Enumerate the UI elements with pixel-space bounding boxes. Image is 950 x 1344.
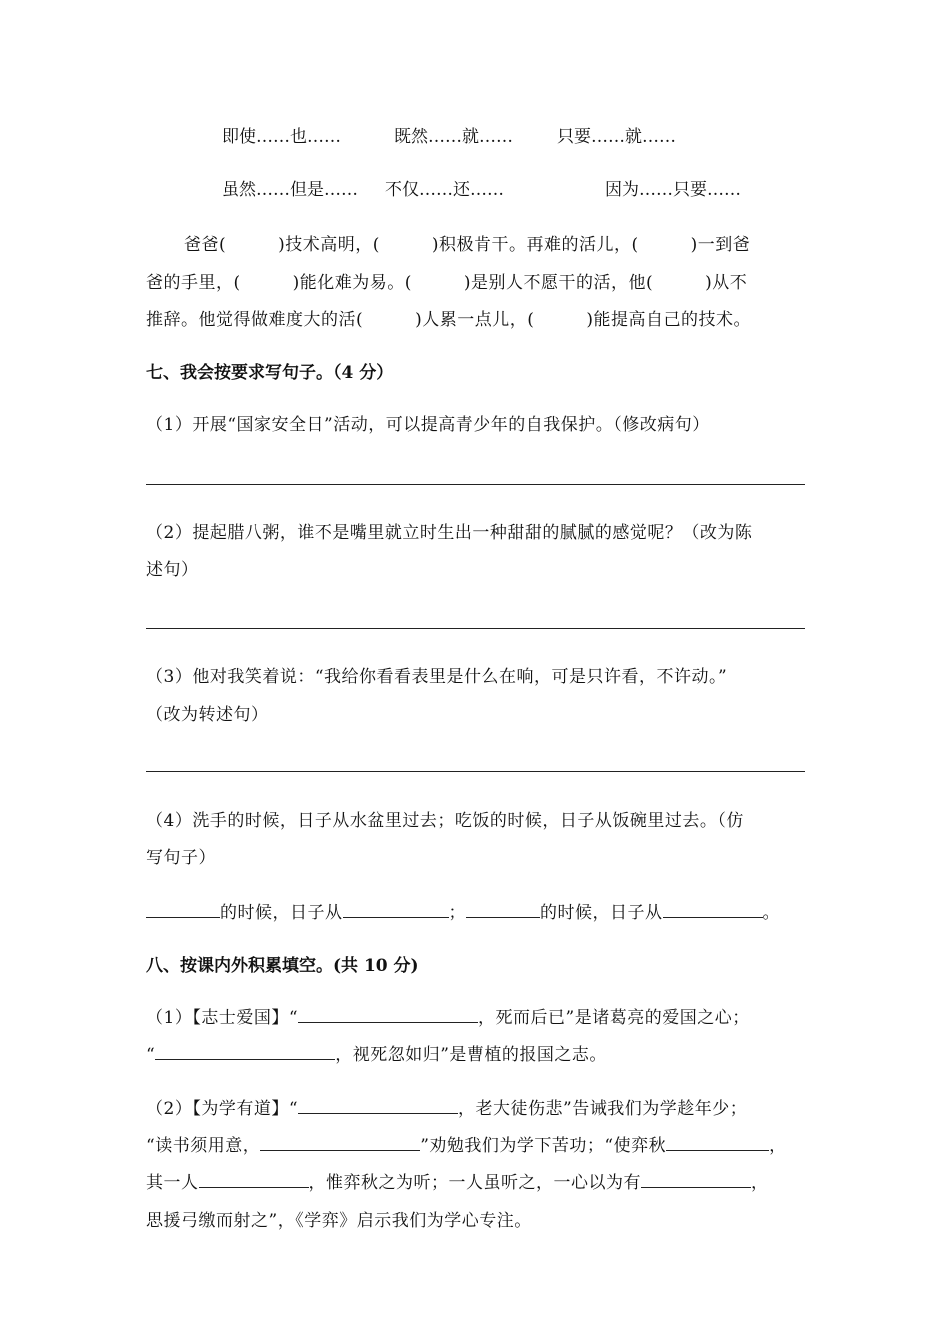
answer-blank[interactable] xyxy=(666,1133,769,1151)
paragraph-line-3 xyxy=(146,305,751,330)
question-7-3-line1: （3）他对我笑着说：“我给你看看表里是什么在响，可是只许看，不许动。” xyxy=(146,667,728,687)
paragraph-line-2 xyxy=(146,268,747,293)
question-7-3-line2: （改为转述句） xyxy=(146,705,269,725)
conjunction-option-4: 虽然……但是…… xyxy=(222,180,358,200)
answer-line[interactable] xyxy=(146,771,805,772)
answer-blank[interactable] xyxy=(155,1042,335,1060)
question-7-4-fill xyxy=(146,898,780,923)
question-8-2-line1 xyxy=(146,1094,747,1119)
fill-text: “ xyxy=(146,1045,156,1065)
question-8-2-line3 xyxy=(146,1168,769,1193)
question-7-2-line1: （2）提起腊八粥，谁不是嘴里就立时生出一种甜甜的腻腻的感觉呢？（改为陈 xyxy=(146,523,753,543)
conjunction-option-5: 不仅……还…… xyxy=(385,180,504,200)
fill-text: 。 xyxy=(762,903,780,923)
fill-text: （2）【为学有道】“ xyxy=(146,1099,299,1119)
paragraph-text: )一到爸 xyxy=(690,235,751,255)
paragraph-text: )技术高明，( xyxy=(278,235,380,255)
conjunction-option-3: 只要……就…… xyxy=(557,127,676,147)
fill-text: “读书须用意， xyxy=(146,1136,261,1156)
answer-blank[interactable] xyxy=(260,1133,420,1151)
question-8-1-line2 xyxy=(146,1040,607,1065)
fill-text: ，死而后已”是诸葛亮的爱国之心； xyxy=(478,1008,750,1028)
conjunction-option-1: 即使……也…… xyxy=(222,127,341,147)
question-7-4-line2: 写句子） xyxy=(146,848,216,868)
paragraph-text: 爸的手里，( xyxy=(146,273,241,293)
question-8-1-line1 xyxy=(146,1003,750,1028)
answer-blank[interactable] xyxy=(663,900,763,918)
answer-line[interactable] xyxy=(146,484,805,485)
fill-text: 的时候，日子从 xyxy=(540,903,663,923)
section-8-title: 八、按课内外积累填空。(共 10 分) xyxy=(146,956,419,976)
answer-line[interactable] xyxy=(146,628,805,629)
paragraph-text: 爸爸( xyxy=(184,235,227,255)
paragraph-text: 推辞。他觉得做难度大的活( xyxy=(146,310,364,330)
section-7-title: 七、我会按要求写句子。（4 分） xyxy=(146,363,394,383)
answer-blank[interactable] xyxy=(466,900,540,918)
question-7-2-line2: 述句） xyxy=(146,560,199,580)
question-7-1: （1）开展“国家安全日”活动，可以提高青少年的自我保护。（修改病句） xyxy=(146,415,710,435)
answer-blank[interactable] xyxy=(343,900,449,918)
fill-text: ， xyxy=(769,1136,787,1156)
fill-text: ，老大徒伤悲”告诫我们为学趁年少； xyxy=(458,1099,748,1119)
question-8-2-line4: 思援弓缴而射之”，《学弈》启示我们为学心专注。 xyxy=(146,1211,532,1231)
fill-text: 的时候，日子从 xyxy=(220,903,343,923)
paragraph-text: )是别人不愿干的活，他( xyxy=(463,273,654,293)
fill-text: ， xyxy=(751,1173,769,1193)
answer-blank[interactable] xyxy=(146,900,220,918)
answer-blank[interactable] xyxy=(298,1005,478,1023)
paragraph-text: )人累一点儿，( xyxy=(415,310,535,330)
paragraph-line-1 xyxy=(184,230,750,255)
answer-blank[interactable] xyxy=(641,1170,751,1188)
paragraph-text: )能化难为易。( xyxy=(292,273,412,293)
conjunction-option-2: 既然……就…… xyxy=(394,127,513,147)
fill-text: 其一人 xyxy=(146,1173,199,1193)
answer-blank[interactable] xyxy=(298,1096,458,1114)
paragraph-text: )从不 xyxy=(705,273,748,293)
fill-text: ”劝勉我们为学下苦功；“使弈秋 xyxy=(420,1136,667,1156)
paragraph-text: )积极肯干。再难的活儿，( xyxy=(431,235,639,255)
fill-text: （1）【志士爱国】“ xyxy=(146,1008,299,1028)
question-8-2-line2 xyxy=(146,1131,787,1156)
paragraph-text: )能提高自己的技术。 xyxy=(586,310,752,330)
fill-text: ，视死忽如归”是曹植的报国之志。 xyxy=(335,1045,607,1065)
conjunction-option-6: 因为……只要…… xyxy=(605,180,741,200)
answer-blank[interactable] xyxy=(199,1170,309,1188)
fill-text: ，惟弈秋之为听；一人虽听之，一心以为有 xyxy=(308,1173,641,1193)
fill-text: ； xyxy=(448,903,466,923)
question-7-4-line1: （4）洗手的时候，日子从水盆里过去；吃饭的时候，日子从饭碗里过去。（仿 xyxy=(146,811,744,831)
